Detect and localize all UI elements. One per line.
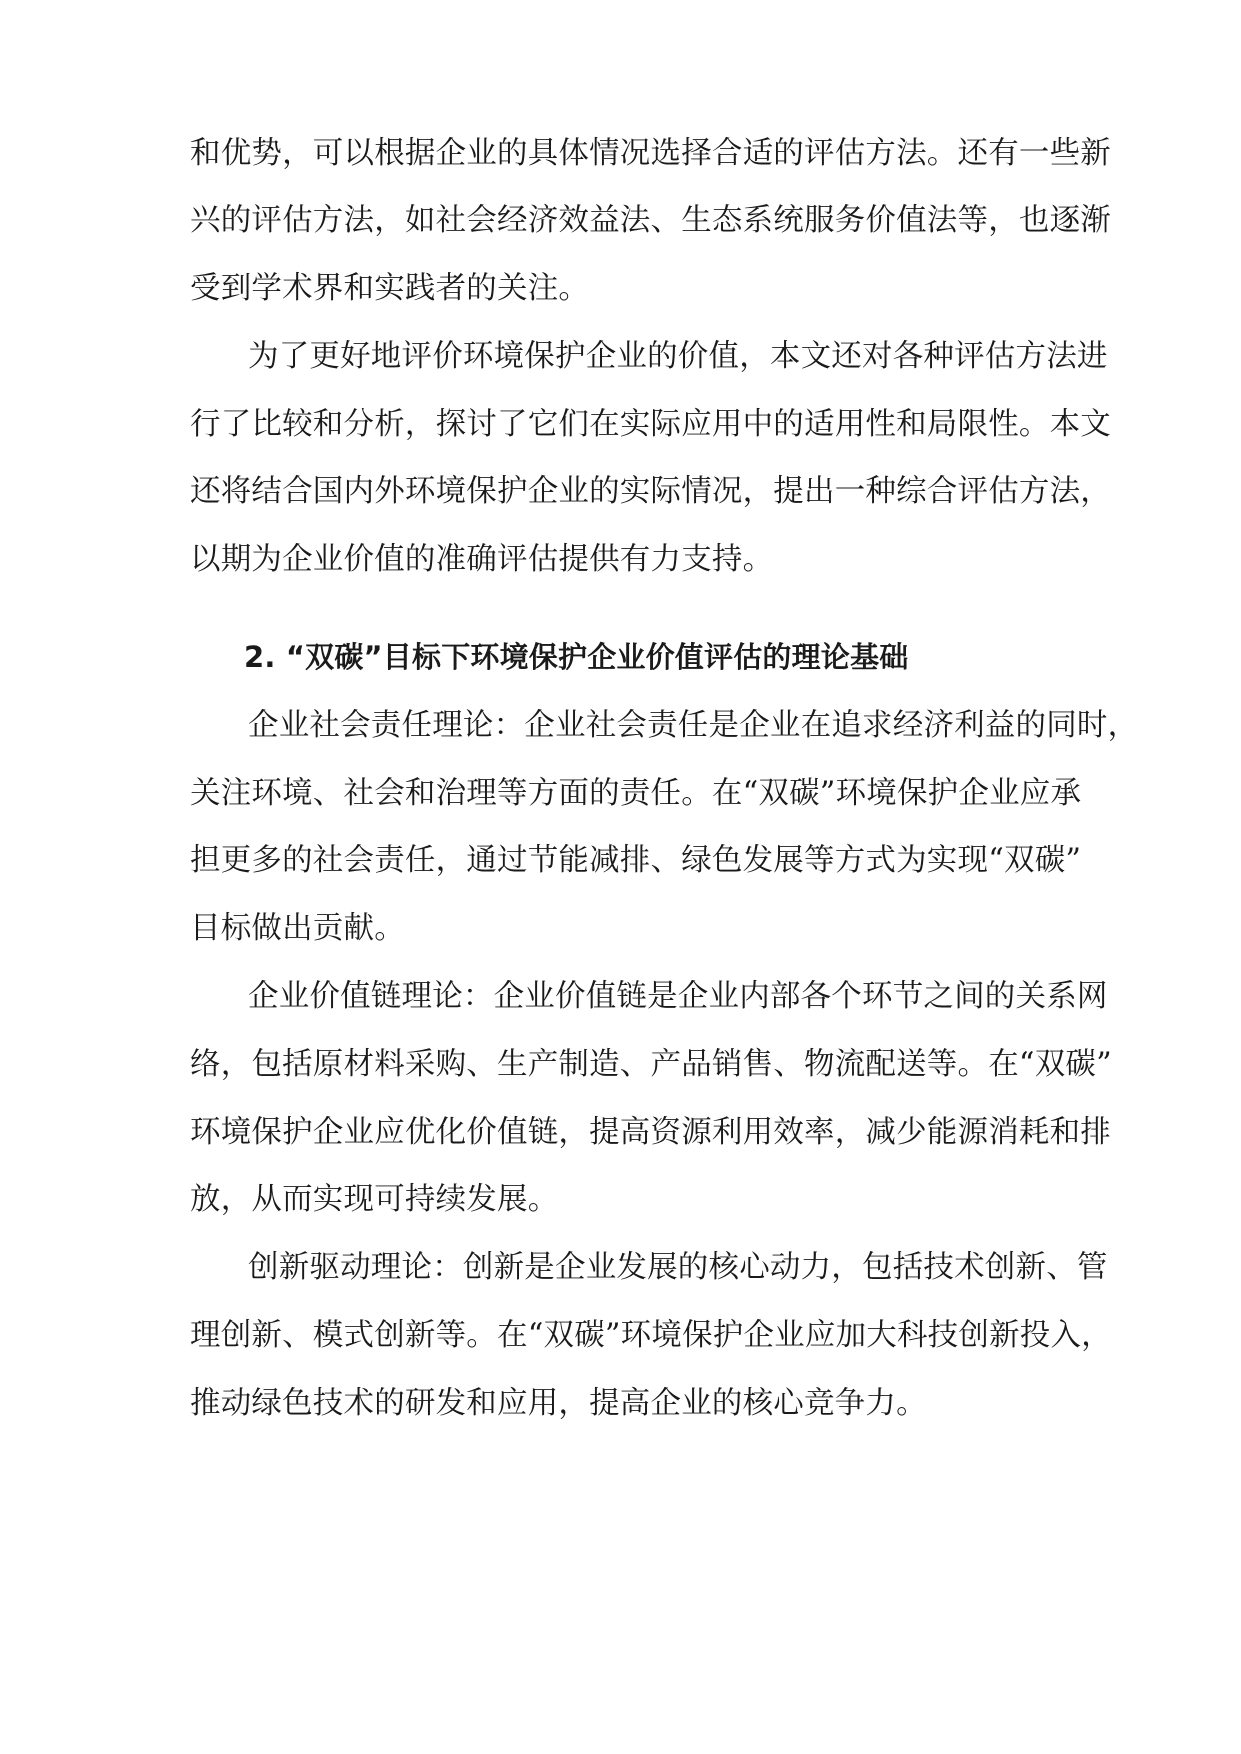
paragraph-2-line-3: 还将结合国内外环境保护企业的实际情况，提出一种综合评估方法，	[190, 474, 1111, 509]
paragraph-1-line-1: 和优势，可以根据企业的具体情况选择合适的评估方法。还有一些新	[190, 136, 1111, 171]
paragraph-1-line-3: 受到学术界和实践者的关注。	[190, 271, 590, 306]
paragraph-2-line-2: 行了比较和分析，探讨了它们在实际应用中的适用性和局限性。本文	[190, 407, 1111, 442]
paragraph-5-line-3: 推动绿色技术的研发和应用，提高企业的核心竞争力。	[190, 1386, 927, 1421]
paragraph-2-line-4: 以期为企业价值的准确评估提供有力支持。	[190, 542, 774, 577]
paragraph-4-line-1: 企业价值链理论：企业价值链是企业内部各个环节之间的关系网	[248, 979, 1108, 1014]
paragraph-4-line-3: 环境保护企业应优化价值链，提高资源利用效率，减少能源消耗和排	[190, 1115, 1111, 1150]
paragraph-5-line-2: 理创新、模式创新等。在“双碳”环境保护企业应加大科技创新投入，	[190, 1318, 1112, 1353]
paragraph-2-line-1: 为了更好地评价环境保护企业的价值，本文还对各种评估方法进	[248, 339, 1108, 374]
paragraph-4-line-2: 络，包括原材料采购、生产制造、产品销售、物流配送等。在“双碳”	[190, 1047, 1112, 1082]
paragraph-3-line-1: 企业社会责任理论：企业社会责任是企业在追求经济利益的同时，	[248, 708, 1139, 743]
paragraph-3-line-4: 目标做出贡献。	[190, 911, 405, 946]
paragraph-5-line-1: 创新驱动理论：创新是企业发展的核心动力，包括技术创新、管	[248, 1250, 1108, 1285]
paragraph-3-line-2: 关注环境、社会和治理等方面的责任。在“双碳”环境保护企业应承	[190, 776, 1082, 811]
section-heading: 2. “双碳”目标下环境保护企业价值评估的理论基础	[244, 640, 909, 674]
paragraph-1-line-2: 兴的评估方法，如社会经济效益法、生态系统服务价值法等，也逐渐	[190, 203, 1111, 238]
paragraph-3-line-3: 担更多的社会责任，通过节能减排、绿色发展等方式为实现“双碳”	[190, 843, 1082, 878]
paragraph-4-line-4: 放，从而实现可持续发展。	[190, 1182, 559, 1217]
